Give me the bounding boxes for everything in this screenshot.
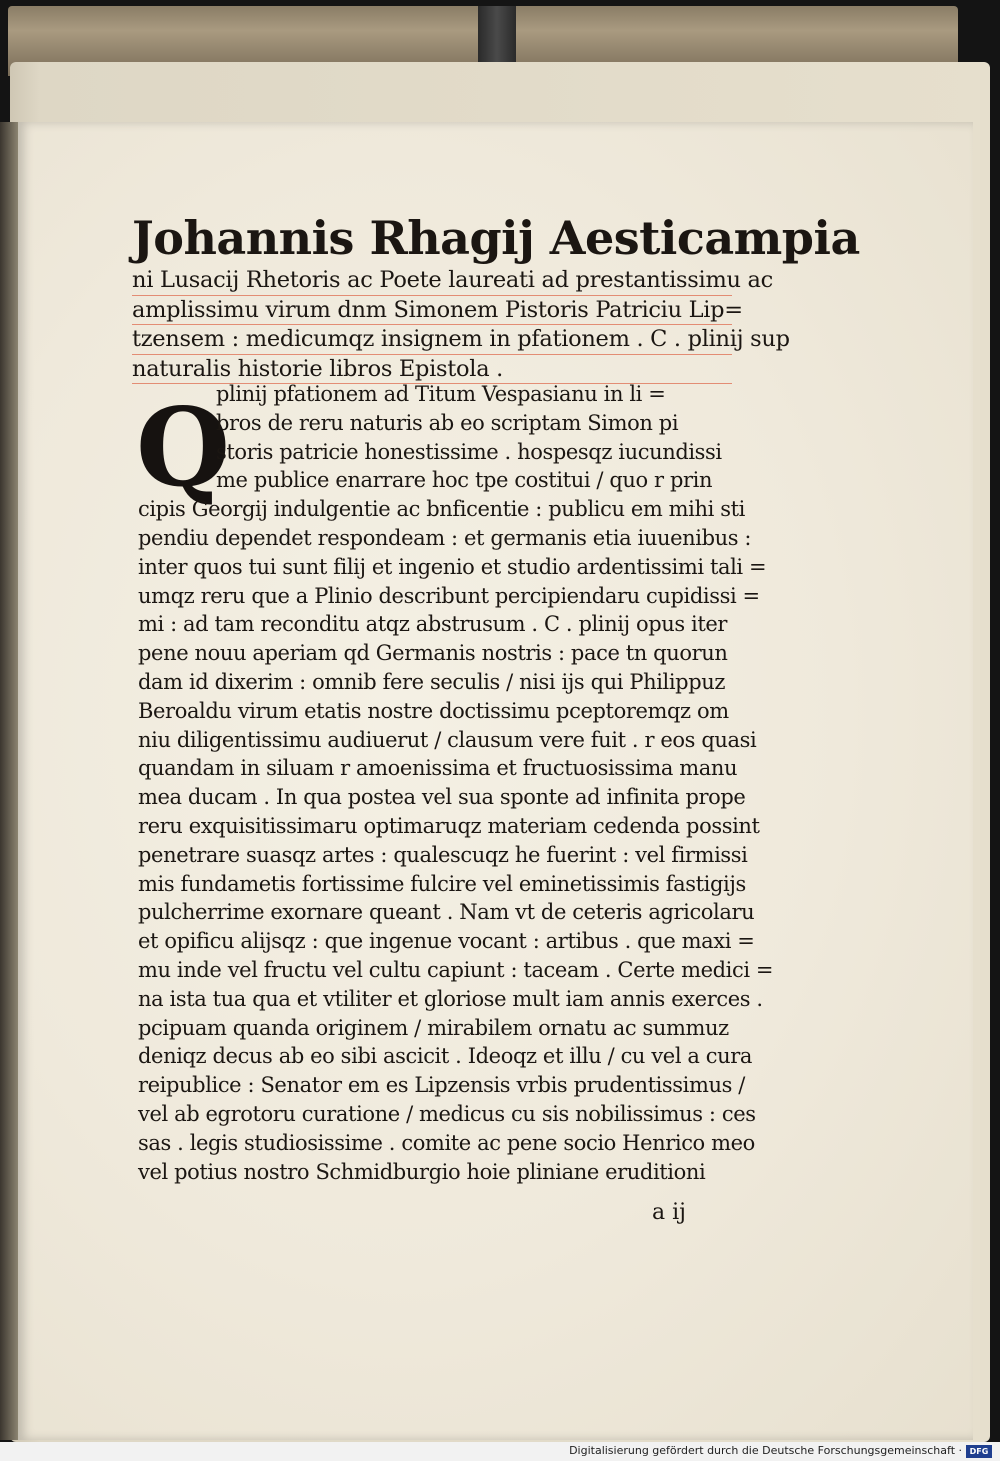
text-line: deniqz decus ab eo sibi ascicit . Ideoqz et illu / cu vel a cura	[138, 1044, 753, 1069]
text-line: bros de reru naturis ab eo scriptam Simon pi	[216, 410, 679, 435]
heading-block	[132, 210, 860, 384]
text-line: mis fundametis fortissime fulcire vel eminetissimis fastigijs	[138, 871, 746, 896]
text-line: quandam in siluam r amoenissima et fructuosissima manu	[138, 756, 738, 781]
heading-line: ni Lusacij Rhetoris ac Poete laureati ad prestantissimu ac	[132, 266, 732, 296]
text-line: mi : ad tam reconditu atqz abstrusum . C . plinij opus iter	[138, 612, 728, 637]
text-line: penetrare suasqz artes : qualescuqz he fuerint : vel firmissi	[138, 842, 748, 867]
heading-line: amplissimu virum dnm Simonem Pistoris Patriciu Lip=	[132, 296, 732, 326]
heading-line: tzensem : medicumqz insignem in pfationem . C . plinij sup	[132, 325, 732, 355]
dfg-logo-icon: DFG	[966, 1445, 992, 1458]
text-line: vel ab egrotoru curatione / medicus cu sis nobilissimus : ces	[138, 1101, 756, 1126]
text-line: storis patricie honestissime . hospesqz iucundissi	[216, 439, 722, 464]
initial-letter: Q	[136, 385, 231, 511]
text-line: reipublice : Senator em es Lipzensis vrbis prudentissimus /	[138, 1073, 745, 1098]
text-line: inter quos tui sunt filij et ingenio et studio ardentissimi tali =	[138, 554, 767, 579]
text-line: pene nouu aperiam qd Germanis nostris : pace tn quorun	[138, 641, 728, 666]
text-line: reru exquisitissimaru optimaruqz materiam cedenda possint	[138, 813, 760, 838]
footer-credit: Digitalisierung gefördert durch die Deutsche Forschungsgemeinschaft ·	[569, 1444, 962, 1457]
text-line: pcipuam quanda originem / mirabilem ornatu ac summuz	[138, 1015, 729, 1040]
text-line: pulcherrime exornare queant . Nam vt de ceteris agricolaru	[138, 900, 755, 925]
text-line: me publice enarrare hoc tpe costitui / quo r prin	[216, 468, 713, 493]
body-text	[138, 380, 774, 1186]
text-line: dam id dixerim : omnib fere seculis / nisi ijs qui Philippuz	[138, 669, 726, 694]
text-line: pendiu dependet respondeam : et germanis etia iuuenibus :	[138, 525, 752, 550]
text-line: sas . legis studiosissime . comite ac pene socio Henrico meo	[138, 1130, 755, 1155]
text-line: plinij pfationem ad Titum Vespasianu in li =	[216, 382, 666, 406]
heading-title: Johannis Rhagij Aesticampia	[132, 211, 860, 265]
text-line: mea ducam . In qua postea vel sua sponte ad infinita prope	[138, 785, 746, 810]
heading-line: naturalis historie libros Epistola .	[132, 355, 732, 385]
text-line: cipis Georgij indulgentie ac bnficentie : publicu em mihi sti	[138, 497, 745, 522]
signature-mark: a ij	[652, 1200, 686, 1225]
text-line: niu diligentissimu audiuerut / clausum vere fuit . r eos quasi	[138, 727, 757, 752]
book-clasp-strap	[478, 6, 516, 66]
text-line: et opificu alijsqz : que ingenue vocant : artibus . que maxi =	[138, 929, 755, 954]
text-line: vel potius nostro Schmidburgio hoie pliniane eruditioni	[138, 1159, 706, 1184]
text-line: na ista tua qua et vtiliter et gloriose mult iam annis exerces .	[138, 986, 763, 1011]
text-line: mu inde vel fructu vel cultu capiunt : taceam . Certe medici =	[138, 957, 774, 982]
text-line: Beroaldu virum etatis nostre doctissimu pceptoremqz om	[138, 698, 729, 723]
text-line: umqz reru que a Plinio describunt percipiendaru cupidissi =	[138, 583, 760, 608]
